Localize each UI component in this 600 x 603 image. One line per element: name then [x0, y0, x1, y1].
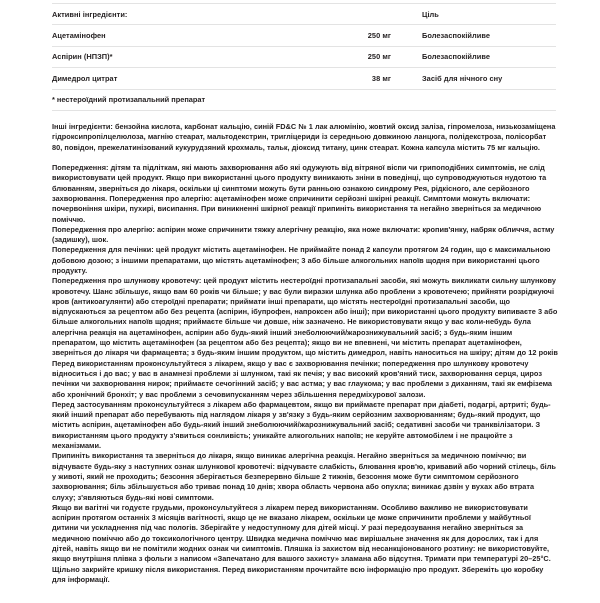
nsaid-footnote: * нестероїдний протизапальний препарат: [52, 95, 206, 105]
active-ingredients-table: [52, 3, 556, 111]
table-footnote-row: [52, 89, 556, 110]
header-amount: [320, 8, 392, 21]
pregnancy-and-storage-paragraph: Якщо ви вагітні чи годуєте грудьми, проконсультуйтеся з лікарем перед використанням. Особливо важливо не використовувати аспірин протягом останніх 3 місяців вагітності, якщо це не вказано лікарем, оскільки це може спричинити проблеми у майбутньої дитини чи ускладнення під час пологів. Зберігайте у недоступному для дітей місці. У разі передозування негайно зверніться за медичною поміччю або до токсикологічного центру. Швидка медична поміччю має вирішальне значення як для дорослих, так і для дітей, навіть якщо ви не помітили жодних ознак чи симптомів. Пляшка із захистом від несанкціонованого розтину: не використовуйте, якщо внутрішня плівка з фольги з написом «Запечатано для вашого захисту» зламана або відсутня. Тримати при температурі 20–25°С. Щільно закрийте кришку після використання. Перед використанням прочитайте всю інформацію про продукт. Збережіть цю коробку для інформації.: [52, 502, 551, 584]
ingredient-amount: 250 мг: [367, 52, 391, 62]
warning-aspirin-allergy-paragraph: Попередження про алергію: аспірин може спричинити тяжку алергічну реакцію, яка ноже включати: кропив'янку, набряк обличчя, астму (задишку), шок.: [52, 224, 555, 245]
header-active-ingredients: Активні інгредієнти:: [52, 9, 128, 19]
consult-doctor-before-use-paragraph: Перед використанням проконсультуйтеся з лікарем, якщо у вас є захворювання печінки; попередження про шлункову кровотечу відноситься і до вас; у вас в анамнезі проблеми зі шлунком, такі як печія; у вас високий кров'яний тиск, захворювання серця, цироз печінки чи захворювання нирок; приймаєте сечогінний засіб; у вас астма; у вас глаукома; у вас проблеми з диханням, такі як емфізема або хронічний бронхіт; у вас проблеми з сечовипусканням через збільшення передміхурової залози.: [52, 358, 553, 399]
ingredient-amount: 38 мг: [371, 73, 391, 83]
table-row: [52, 25, 556, 46]
ingredient-name: Димедрол цитрат: [52, 73, 118, 83]
drug-facts-page: [0, 3, 600, 603]
table-header-row: [52, 4, 556, 25]
stop-use-paragraph: Припиніть використання та зверніться до лікаря, якщо виникає алергічна реакція. Негайно зверніться за медичною поміччю; ви відчуваєте будь-яку з наступних ознак шлункової кровотечі: відчуваєте слабкість, блювання кров'ю, кривавий або чорний стілець, біль у животі, який не проходить; безсоння зберігається безперервно більше 2 тижнів, безсоння може бути симптомом серйозного захворювання; біль збільшується або триває понад 10 днів; хвора область червона або опухла; виникає дзвін у вухах або втрата слуху; з'являються будь-які нові симптоми.: [52, 451, 556, 502]
table-row: [52, 46, 556, 67]
ingredient-purpose: Болезаспокійливе: [422, 52, 491, 62]
warning-children-paragraph: Попередження: дітям та підліткам, які мають захворювання або які одужують від вітряної віспи чи грипоподібних симптомів, не слід використовувати цей продукт. Якщо при використанні цього продукту виникають зніни в поведінці, що супроводжуються нудотою та блюванням, зверніться до лікаря, оскільки ці синптоми можуть бути ранньою ознакою синдрому Рея, рідкісного, але серйозного захворювання. Попередження про алергію: ацетамінофен може спричинити серйозні шкірні реакції. Симптоми можуть включати: почервоніння шкіри, пухирі, висипання. При виникненні шкірної реакції припиніть використання та негайно зверніться за медичною поміччю.: [52, 163, 547, 224]
inactive-ingredients-paragraph: Інші інгредієнти: бензойна кислота, карбонат кальцію, синій FD&C № 1 лак алюмінію, жовтий оксид заліза, гіпромелоза, низькозаміщена гідроксипропілцелюлоза, магнію стеарат, мальтодекстрин, тригліцериди із середньою довжиною ланцюга, полідекстроза, полісорбат 80, повідон, прежелатинізований кукурудзяний крохмаль, тальк, діоксид титану, цинк стеарат. Кожна капсула містить 75 мг кальцію.: [52, 121, 556, 152]
consult-doctor-before-application-paragraph: Перед застосуванням проконсультуйтеся з лікарем або фармацевтом, якщо ви приймаєте препарат при діабеті, подагрі, артриті; будь-який інший препарат або перебувають під наглядом лікаря у зв'язку з будь-яким серйозним захворюванням; будь-який продукт, що містить аспірин, ацетамінофен або будь-який інший знеболюючий/жарознижувальний засіб; седативні засоби чи транквілізатори. З використанням цього продукту з'явиться сонливість; уникайте алкогольних напоїв; не керуйте автомобілем і не працюйте з механізмами.: [52, 399, 551, 451]
ingredient-name: Ацетамінофен: [52, 30, 106, 40]
header-purpose: Ціль: [422, 9, 439, 19]
ingredient-name: Аспірин (НПЗП)*: [52, 52, 113, 62]
ingredient-amount: 250 мг: [367, 30, 391, 40]
label-body-text: [52, 122, 558, 585]
table-row: [52, 68, 556, 89]
ingredient-purpose: Засіб для нічного сну: [422, 73, 503, 83]
warning-liver-paragraph: Попередження для печінки: цей продукт містить ацетамінофен. Не приймайте понад 2 капсули протягом 24 годин, що є максимальною добовою дозою; з іншими препаратами, що містять ацетамінофен; 3 або більше алкогольних напоїв щодня при використанні цього продукту.: [52, 245, 551, 275]
ingredient-purpose: Болезаспокійливе: [422, 30, 491, 40]
warning-stomach-bleeding-paragraph: Попередження про шлункову кровотечу: цей продукт містить нестероїдні протизапальні засоби, які можуть викликати сильну шлункову кровотечу. Шанс збільшує, якщо вам 60 років чи більше; у вас були виразки шлунка або проблени з кровотечею; прийняти розріджуючі кров (антикоагулянти) або стероїдні препарати; приймати інші препарати, що містять нестероїдні протизапальні засоби, що відпускаються за рецептом або без рецепта (аспірин, ібупрофен, напроксен або інші); при використанні цього продукту випиваєте 3 або більше алкогольних напоїв щодня; приймаєте більше чи довше, ніж зазначено. Не використовувати якщо у вас коли-небудь була алергічна реакція на ацетамінофен, аспірин або будь-який інший знеболюючий/жарознижувальний засіб; з будь-яким іншим препаратом, що містить ацетамінофен (за рецептом або без рецепта); якщо ви не впевнені, чи містить препарат ацетамінофен, зверніться до лікаря чи фармацевта; з будь-яким іншим продуктом, що містить димедрол, навіть наноситься на шкіру; дітям до 12 років: [52, 276, 558, 358]
